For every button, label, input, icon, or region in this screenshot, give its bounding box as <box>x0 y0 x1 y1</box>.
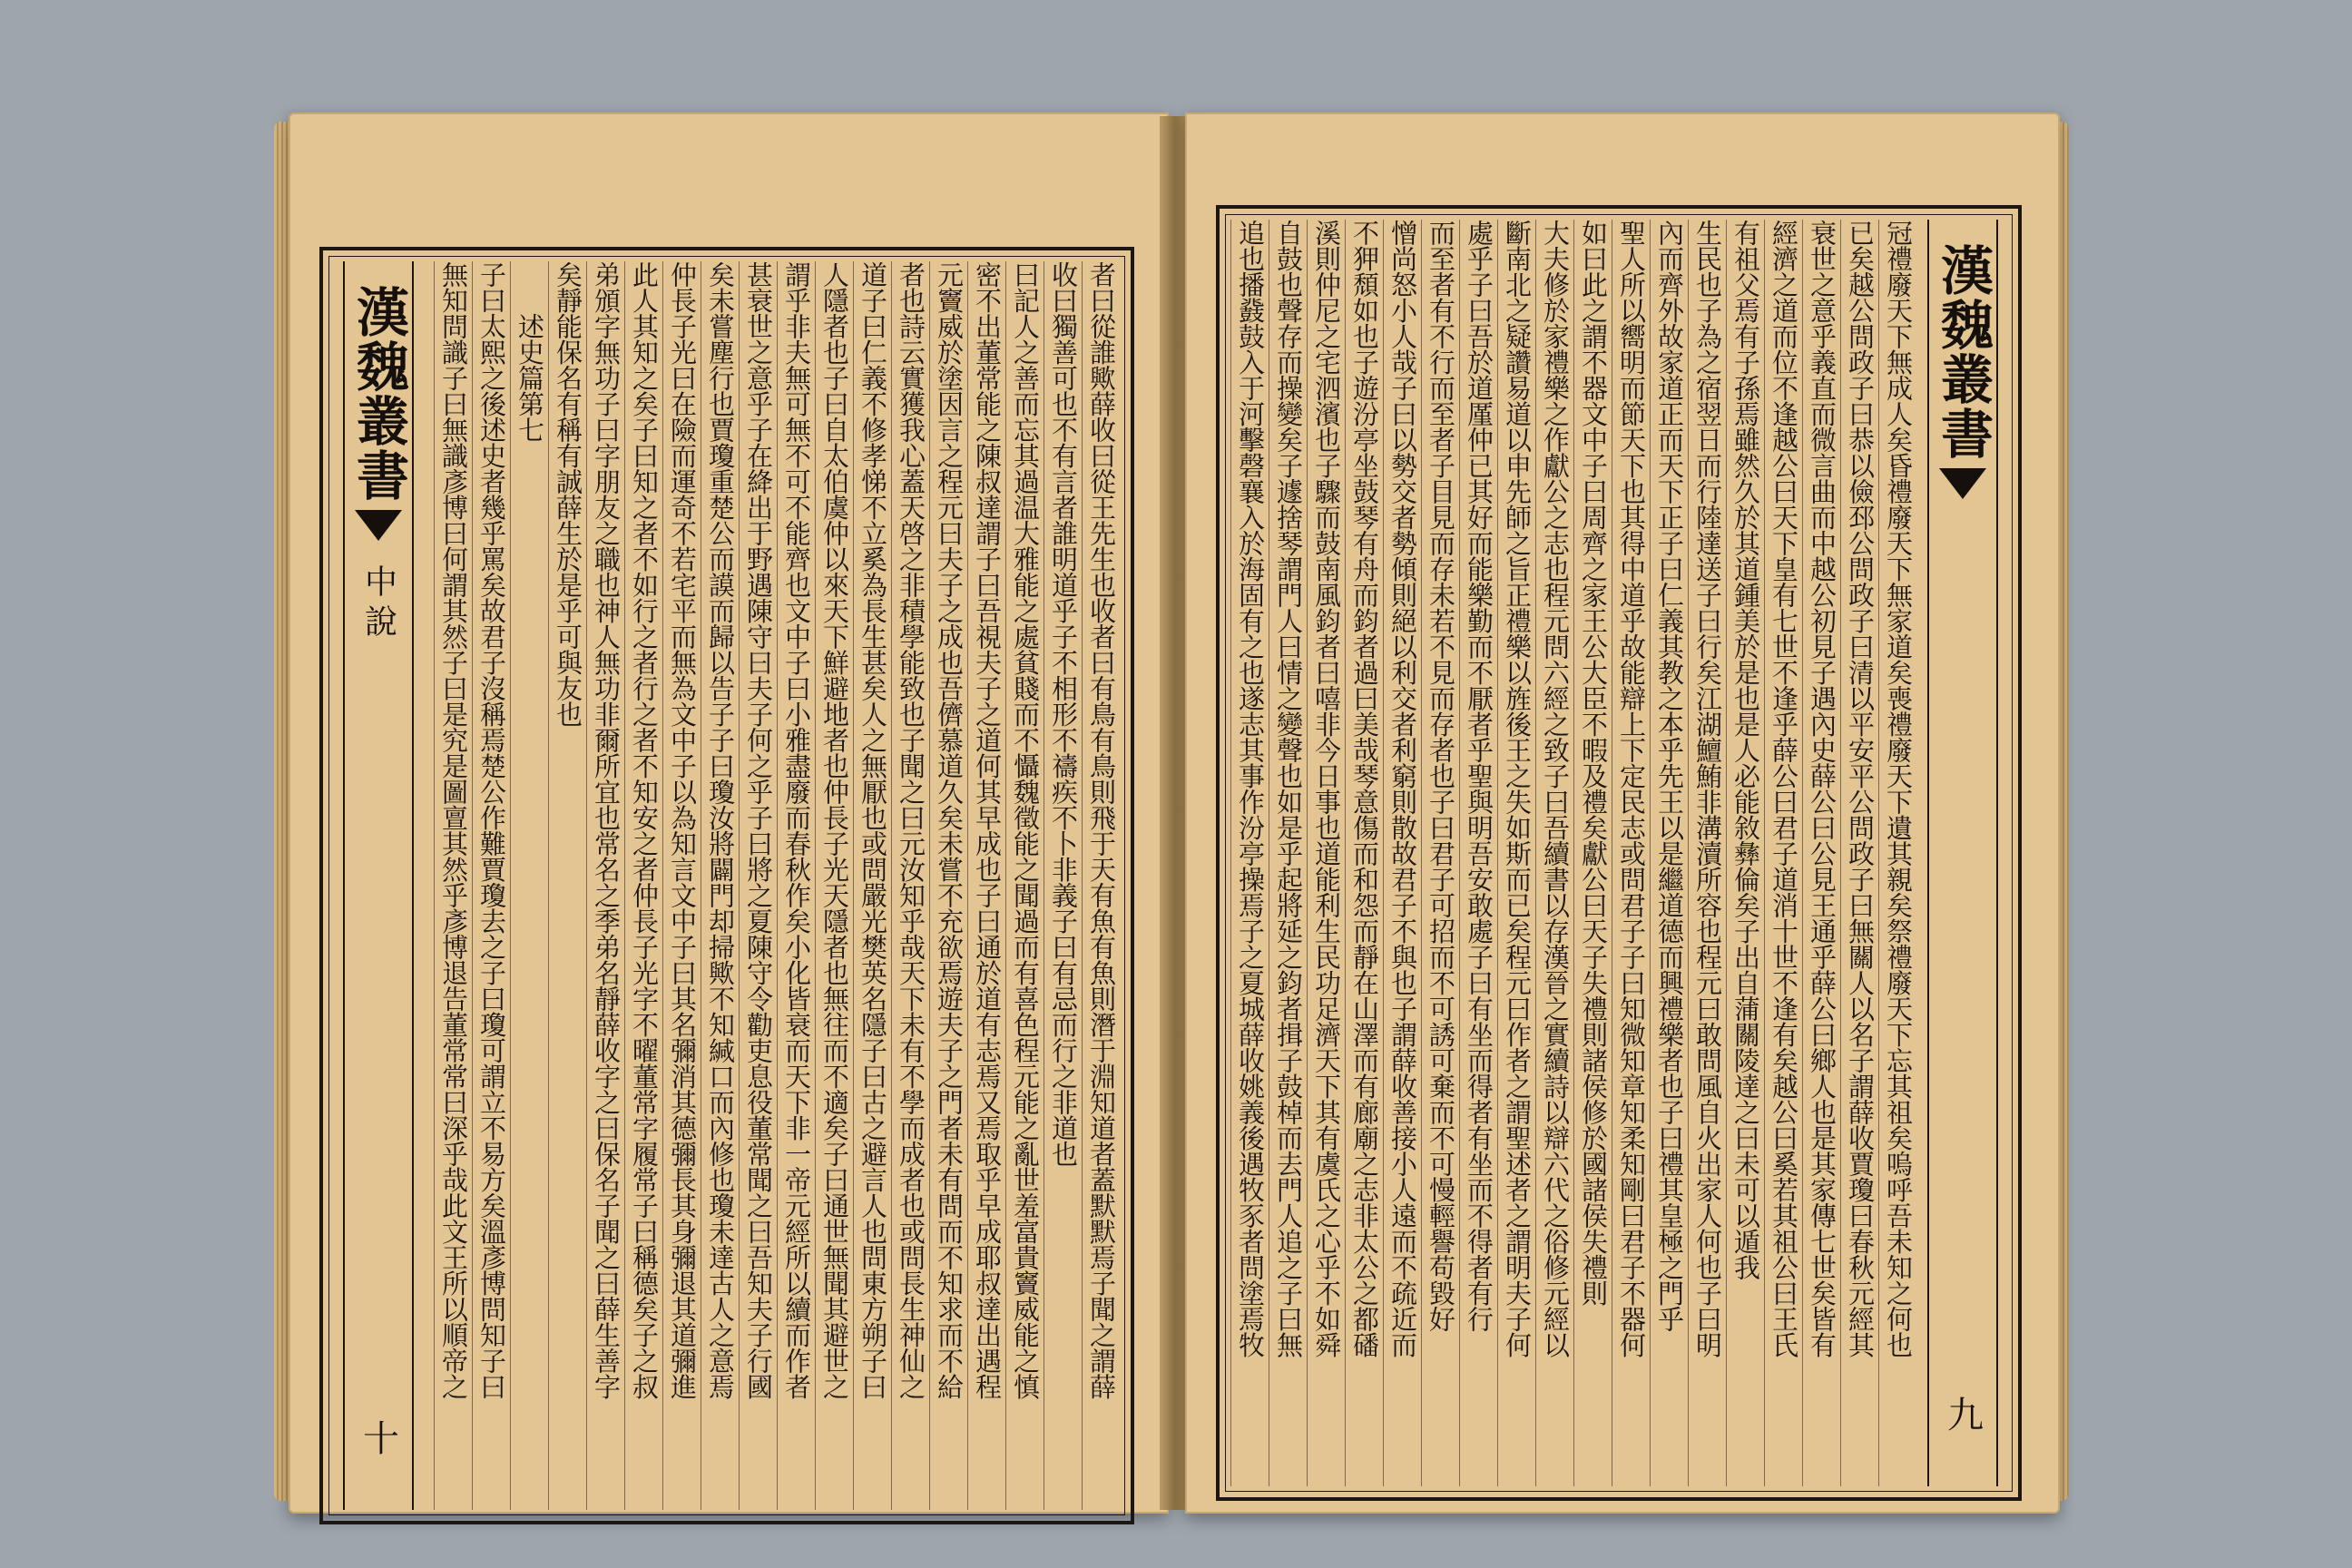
section-title: 中說 <box>359 564 397 644</box>
text-column: 自鼓也聲存而操變矣子遽捨琴謂門人曰情之變聲也如是乎起將延之鈞者揖子鼓棹而去門人追之子曰無 <box>1269 220 1307 1486</box>
text-column: 憎尚怒小人哉子曰以勢交者勢傾則絕以利交者利窮則散故君子不與也子謂薛收善接小人遠而不疏近而 <box>1383 220 1421 1486</box>
text-column: 甚衰世之意乎子在絳出于野遇陳守曰夫子何之乎子曰將之夏陳守令勸吏息役董常聞之曰吾知夫子行國 <box>739 261 777 1510</box>
right-text-columns <box>1230 220 1916 1486</box>
fish-tail-mark-icon <box>355 510 402 541</box>
text-column: 無知問識子曰無識彥博曰何謂其然子曰是究是圖亶其然乎彥博退告董常常曰深乎哉此文王所以順帝之 <box>434 261 472 1510</box>
text-column: 弟頒字無功子曰字朋友之職也神人無功非爾所宜也常名之季弟名靜薛收字之曰保名子聞之曰薛生善字 <box>586 261 624 1510</box>
right-page-margin-band <box>1927 220 1998 1486</box>
text-column: 如曰此之謂不器文中子曰周齊之家王公大臣不暇及禮矣獻公曰天子失禮則諸侯修於國諸侯失禮則 <box>1573 220 1612 1486</box>
text-column: 者也詩云實獲我心蓋天啓之非積學能致也子聞之曰元汝知乎哉天下未有不學而成者也或問長生神仙之 <box>891 261 929 1510</box>
text-column: 生民也子為之宿翌日而行陸達送子曰行矣江湖鱣鮪非溝瀆所容也程元曰敢問風自火出家人何也子曰明 <box>1688 220 1726 1486</box>
text-column: 曰記人之善而忘其過温大雅能之處貧賤而不懾魏徵能之聞過而有喜色程元能之亂世羞富貴竇威能之慎 <box>1005 261 1044 1510</box>
text-column: 仲長子光曰在險而運奇不若宅平而無為文中子以為知言文中子曰其名彌消其德彌長其身彌退其道彌進 <box>662 261 701 1510</box>
text-column: 述史篇第七 <box>510 261 548 1510</box>
text-column: 子曰太熙之後述史者幾乎罵矣故君子沒稱焉楚公作難賈瓊去之子曰瓊可謂立不易方矣溫彥博問知子曰 <box>472 261 510 1510</box>
left-page-margin-band <box>343 261 414 1510</box>
text-column: 聖人所以嚮明而節天下也其得中道乎故能辯上下定民志或問君子子曰知微知章知柔知剛曰君子不器何 <box>1612 220 1650 1486</box>
text-column: 溪則仲尼之宅泗濱也子驟而鼓南風鈞者曰嘻非今日事也道能利生民功足濟天下其有虞氏之心乎不如舜 <box>1307 220 1345 1486</box>
text-column: 追也播鼗鼓入于河擊磬襄入於海固有之也遂志其事作汾亭操焉子之夏城薛收姚義後遇牧豕者問塗焉牧 <box>1230 220 1269 1486</box>
text-column: 者曰從誰歟薛收曰從王先生也收者曰有鳥有鳥則飛于天有魚有魚則潛于淵知道者蓋默默焉子聞之謂薛 <box>1082 261 1120 1510</box>
right-page-frame <box>1216 205 2022 1501</box>
text-column: 不狎頹如也子遊汾亭坐鼓琴有舟而鈞者過曰美哉琴意傷而和怨而靜在山澤而有廊廟之志非太公之都磻 <box>1345 220 1383 1486</box>
text-column: 斷南北之疑讚易道以申先師之旨正禮樂以旌後王之失如斯而已矣程元曰作者之謂聖述者之謂明夫子何 <box>1497 220 1535 1486</box>
text-column: 而至者有不行而至者子目見而存未若不見而存者也子曰君子可招而不可誘可棄而不可慢輕譽苟毀好 <box>1421 220 1459 1486</box>
right-page <box>1185 113 2060 1514</box>
text-column: 人隱者也子曰自太伯虞仲以來天下鮮避地者也仲長子光天隱者也無往而不適矣子曰通世無聞其避世之 <box>815 261 853 1510</box>
text-column: 矣未嘗塵行也賈瓊重楚公而謨而歸以告子子曰瓊汝將闢門却掃歟不知緘口而內修也瓊未達古人之意焉 <box>701 261 739 1510</box>
book-title-right: 漢魏叢書 <box>1932 243 1994 461</box>
text-column: 衰世之意乎義直而微言曲而中越公初見子遇內史薛公曰公見王通乎薛公曰鄉人也是其家傳七世矣皆有 <box>1802 220 1840 1486</box>
fish-tail-mark-icon <box>1939 468 1986 499</box>
text-column: 元竇威於塗因言之程元曰夫子之成也吾儕慕道久矣未嘗不充欲焉遊夫子之門者未有問而不知求而不給 <box>929 261 967 1510</box>
left-page-frame <box>319 247 1134 1524</box>
leaf-number-right: 九 <box>1941 1396 1984 1432</box>
text-column: 此人其知之矣子曰知之者不如行之者行之者不知安之者仲長子光字不曜董常字履常子曰稱德矣子之叔 <box>624 261 662 1510</box>
text-column: 有祖父焉有子孫焉雖然久於其道鍾美於是也是人必能敘彝倫矣子出自蒲關陵達之曰未可以遁我 <box>1726 220 1764 1486</box>
text-column: 大夫修於家禮樂之作獻公之志也程元問六經之致子曰吾續書以存漢晉之實續詩以辯六代之俗修元經以 <box>1535 220 1573 1486</box>
left-text-columns <box>425 261 1120 1510</box>
text-column: 處乎子曰吾於道厪仲已其好而能樂勤而不厭者乎聖與明吾安敢處子曰有坐而得者有坐而不得者有行 <box>1459 220 1497 1486</box>
left-page <box>289 113 1169 1514</box>
text-column: 內而齊外故家道正而天下正子曰仁義其教之本乎先王以是繼道德而興禮樂者也子曰禮其皇極之門乎 <box>1650 220 1688 1486</box>
text-column: 收曰獨善可也不有言者誰明道乎子不相形不禱疾不卜非義子曰有忌而行之非道也 <box>1044 261 1082 1510</box>
text-column: 密不出董常能之陳叔達謂子曰吾視夫子之道何其早成也子曰通於道有志焉又焉取乎早成耶叔達出遇程 <box>967 261 1005 1510</box>
text-column: 冠禮廢天下無成人矣昏禮廢天下無家道矣喪禮廢天下遺其親矣祭禮廢天下忘其祖矣嗚呼吾未知之何也 <box>1878 220 1916 1486</box>
text-column: 道子曰仁義不修孝悌不立奚為長生甚矣人之無厭也或問嚴光樊英名隱子曰古之避言人也問東方朔子曰 <box>853 261 891 1510</box>
leaf-number-left: 十 <box>357 1419 399 1455</box>
book-title-left: 漢魏叢書 <box>348 285 409 503</box>
text-column: 已矣越公問政子曰恭以儉邳公問政子曰清以平安平公問政子曰無關人以名子謂薛收賈瓊曰春秋元經其 <box>1840 220 1878 1486</box>
text-column: 矣靜能保名有稱有誠薛生於是乎可與友也 <box>548 261 586 1510</box>
text-column: 經濟之道而位不逢越公曰天下皇有七世不逢乎薛公曰君子道消十世不逢有矣越公曰奚若其祖公曰王氏 <box>1764 220 1802 1486</box>
text-column: 謂乎非夫無可無不可不能齊也文中子曰小雅盡廢而春秋作矣小化皆衰而天下非一帝元經所以續而作者 <box>777 261 815 1510</box>
open-book <box>289 98 2058 1532</box>
